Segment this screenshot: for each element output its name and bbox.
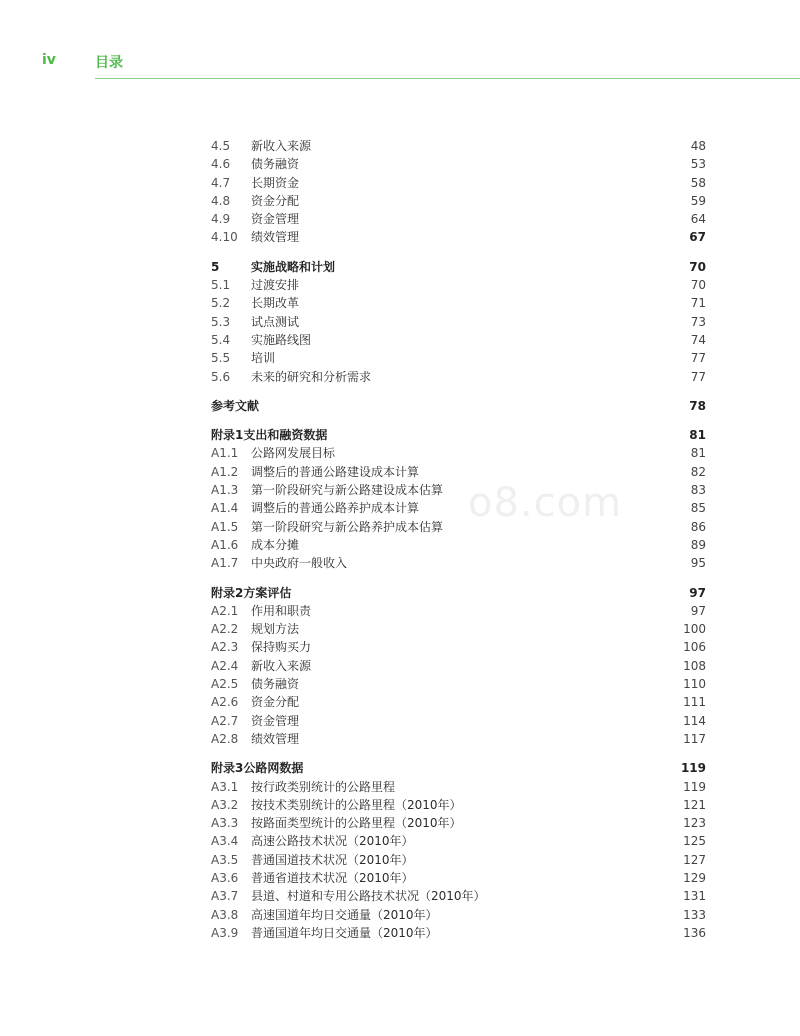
toc-entry-number: 5 [211,259,220,274]
toc-entry-number: 4.6 [211,157,231,172]
watermark: o8.com [468,480,623,526]
toc-entry-page: 133 [683,907,706,922]
table-of-contents [211,137,706,953]
toc-entry-title: 资金分配 [251,193,300,208]
toc-entry[interactable] [211,851,706,869]
toc-entry-number: A2.1 [211,603,239,618]
toc-entry-number: A2.2 [211,622,239,637]
toc-entry-page: 100 [683,622,706,637]
toc-entry-title: 资金管理 [251,212,300,227]
toc-entry[interactable] [211,778,706,796]
toc-entry[interactable] [211,814,706,832]
toc-entry-number: 5.3 [211,314,231,329]
page-header [0,0,800,80]
toc-entry-page: 114 [683,713,706,728]
toc-entry-title: 第一阶段研究与新公路养护成本估算 [251,519,444,534]
toc-chapter-entry[interactable] [211,584,706,602]
toc-entry-page: 58 [690,175,706,190]
toc-entry-page: 108 [683,658,706,673]
toc-entry-title: 附录2方案评估 [211,585,292,600]
toc-chapter-entry[interactable] [211,397,706,415]
page-number: iv [42,52,56,68]
toc-chapter-entry[interactable] [211,759,706,777]
toc-entry[interactable] [211,712,706,730]
toc-entry-title: 普通省道技术状况（2010年） [251,870,414,885]
toc-entry-number: A3.9 [211,925,239,940]
toc-entry[interactable] [211,192,706,210]
toc-entry-title: 长期改革 [251,296,300,311]
toc-entry-number: A1.7 [211,556,239,571]
toc-entry-page: 119 [683,779,706,794]
toc-entry-title: 新收入来源 [251,139,312,153]
toc-entry-title: 普通国道年均日交通量（2010年） [251,925,438,940]
header-divider [95,78,800,79]
toc-entry-page: 131 [683,889,706,904]
toc-entry-number: A1.5 [211,519,239,534]
toc-entry[interactable] [211,887,706,905]
toc-entry-number: 5.4 [211,332,231,347]
toc-entry[interactable] [211,602,706,620]
toc-group [211,759,706,942]
toc-entry-page: 81 [689,428,706,443]
toc-entry-title: 债务融资 [251,157,300,172]
toc-entry-title: 培训 [251,351,276,366]
toc-entry[interactable] [211,137,706,155]
toc-entry[interactable] [211,294,706,312]
toc-entry-number: A1.1 [211,446,239,461]
toc-group [211,258,706,386]
toc-chapter-entry[interactable] [211,426,706,444]
toc-entry-page: 77 [690,351,706,366]
toc-entry-page: 59 [690,193,706,208]
toc-entry[interactable] [211,924,706,942]
toc-entry-page: 117 [683,731,706,746]
toc-entry[interactable] [211,675,706,693]
toc-entry[interactable] [211,155,706,173]
toc-entry[interactable] [211,869,706,887]
toc-entry-page: 74 [690,332,706,347]
toc-entry[interactable] [211,463,706,481]
toc-entry[interactable] [211,368,706,386]
toc-entry-number: A3.2 [211,797,239,812]
toc-entry-number: A3.7 [211,889,239,904]
toc-entry-page: 121 [683,797,706,812]
toc-entry-number: A2.7 [211,713,239,728]
toc-entry-title: 高速国道年均日交通量（2010年） [251,907,438,922]
toc-entry[interactable] [211,657,706,675]
toc-entry-title: 调整后的普通公路养护成本计算 [251,501,420,516]
toc-entry-title: 调整后的普通公路建设成本计算 [251,464,420,479]
toc-entry[interactable] [211,331,706,349]
toc-entry-number: A3.8 [211,907,239,922]
toc-entry-page: 106 [683,640,706,655]
toc-entry-number: A2.6 [211,695,239,710]
toc-entry-page: 111 [683,695,706,710]
toc-entry-page: 136 [683,925,706,940]
toc-entry-number: A1.2 [211,464,239,479]
toc-entry-title: 县道、村道和专用公路技术状况（2010年） [251,889,486,904]
toc-chapter-entry[interactable] [211,258,706,276]
toc-entry-title: 高速公路技术状况（2010年） [251,834,414,849]
toc-entry-title: 实施路线图 [251,332,312,347]
toc-entry[interactable] [211,174,706,192]
toc-entry[interactable] [211,620,706,638]
toc-entry[interactable] [211,518,706,536]
toc-entry-number: A1.3 [211,483,239,498]
toc-entry-number: A2.3 [211,640,239,655]
toc-entry-page: 119 [680,761,706,776]
toc-entry[interactable] [211,210,706,228]
toc-entry-page: 78 [689,398,706,413]
toc-entry-title: 按路面类型统计的公路里程（2010年） [251,816,462,831]
toc-entry-title: 未来的研究和分析需求 [251,369,372,384]
toc-entry-number: 4.8 [211,193,231,208]
toc-entry[interactable] [211,481,706,499]
toc-entry-number: A3.4 [211,834,239,849]
section-title: 目录 [95,55,123,71]
toc-entry[interactable] [211,228,706,246]
toc-entry-page: 86 [690,519,706,534]
toc-entry-title: 按行政类别统计的公路里程 [251,779,396,794]
toc-entry-page: 48 [690,139,706,153]
toc-entry[interactable] [211,444,706,462]
toc-entry-title: 债务融资 [251,677,300,692]
toc-entry-page: 97 [689,585,706,600]
toc-entry[interactable] [211,276,706,294]
toc-entry-page: 127 [683,852,706,867]
toc-entry-title: 规划方法 [251,622,300,637]
toc-entry-number: A3.1 [211,779,239,794]
toc-entry[interactable] [211,730,706,748]
toc-entry[interactable] [211,796,706,814]
toc-entry-page: 64 [690,212,706,227]
toc-entry[interactable] [211,313,706,331]
toc-entry-page: 125 [683,834,706,849]
toc-entry-title: 过渡安排 [251,278,300,293]
toc-entry-title: 资金管理 [251,713,300,728]
toc-entry-page: 71 [690,296,706,311]
toc-entry-title: 绩效管理 [251,731,300,746]
toc-entry-number: 4.9 [211,212,231,227]
toc-entry-number: A2.8 [211,731,239,746]
toc-entry-title: 绩效管理 [251,230,300,245]
toc-entry-title: 按技术类别统计的公路里程（2010年） [251,797,462,812]
toc-entry-title: 新收入来源 [251,658,312,673]
toc-entry-number: A3.6 [211,870,239,885]
toc-entry-page: 129 [683,870,706,885]
toc-entry-title: 成本分摊 [251,537,300,552]
toc-group [211,426,706,572]
toc-entry[interactable] [211,693,706,711]
toc-entry-title: 附录1支出和融资数据 [211,428,328,443]
toc-entry-number: 4.5 [211,139,231,153]
toc-entry-number: 4.10 [211,230,238,245]
toc-entry-title: 试点测试 [251,314,300,329]
toc-entry[interactable] [211,638,706,656]
toc-group [211,584,706,749]
toc-entry[interactable] [211,554,706,572]
toc-entry-title: 第一阶段研究与新公路建设成本估算 [251,483,444,498]
toc-entry-number: 5.5 [211,351,231,366]
toc-entry-number: A2.4 [211,658,239,673]
toc-entry[interactable] [211,499,706,517]
toc-entry[interactable] [211,536,706,554]
toc-entry-page: 123 [683,816,706,831]
toc-entry-number: A1.6 [211,537,239,552]
toc-entry-page: 70 [689,259,706,274]
toc-entry-title: 附录3公路网数据 [211,761,304,776]
toc-entry-page: 110 [683,677,706,692]
toc-entry-page: 70 [690,278,706,293]
toc-group [211,137,706,247]
toc-entry-number: 4.7 [211,175,231,190]
toc-entry[interactable] [211,832,706,850]
toc-entry[interactable] [211,349,706,367]
toc-entry-title: 公路网发展目标 [251,446,336,461]
toc-entry-page: 83 [690,483,706,498]
toc-entry-number: 5.1 [211,278,231,293]
toc-entry-title: 保持购买力 [251,640,312,655]
toc-entry-title: 实施战略和计划 [251,259,336,274]
toc-entry-title: 作用和职责 [251,603,312,618]
toc-entry-title: 普通国道技术状况（2010年） [251,852,414,867]
toc-entry-number: A1.4 [211,501,239,516]
toc-entry-number: A3.3 [211,816,239,831]
toc-entry-number: A2.5 [211,677,239,692]
toc-entry-page: 95 [690,556,706,571]
toc-entry-number: A3.5 [211,852,239,867]
toc-entry-page: 82 [690,464,706,479]
toc-group [211,397,706,415]
toc-entry-page: 89 [690,537,706,552]
toc-entry-number: 5.6 [211,369,231,384]
toc-entry-page: 85 [690,501,706,516]
toc-entry-page: 53 [690,157,706,172]
toc-entry-title: 参考文献 [211,398,260,413]
toc-entry[interactable] [211,906,706,924]
toc-entry-title: 中央政府一般收入 [251,556,348,571]
toc-entry-title: 长期资金 [251,175,300,190]
toc-entry-page: 77 [690,369,706,384]
toc-entry-title: 资金分配 [251,695,300,710]
toc-entry-page: 73 [690,314,706,329]
toc-entry-page: 81 [690,446,706,461]
toc-entry-page: 67 [689,230,706,245]
toc-entry-number: 5.2 [211,296,231,311]
toc-entry-page: 97 [690,603,706,618]
